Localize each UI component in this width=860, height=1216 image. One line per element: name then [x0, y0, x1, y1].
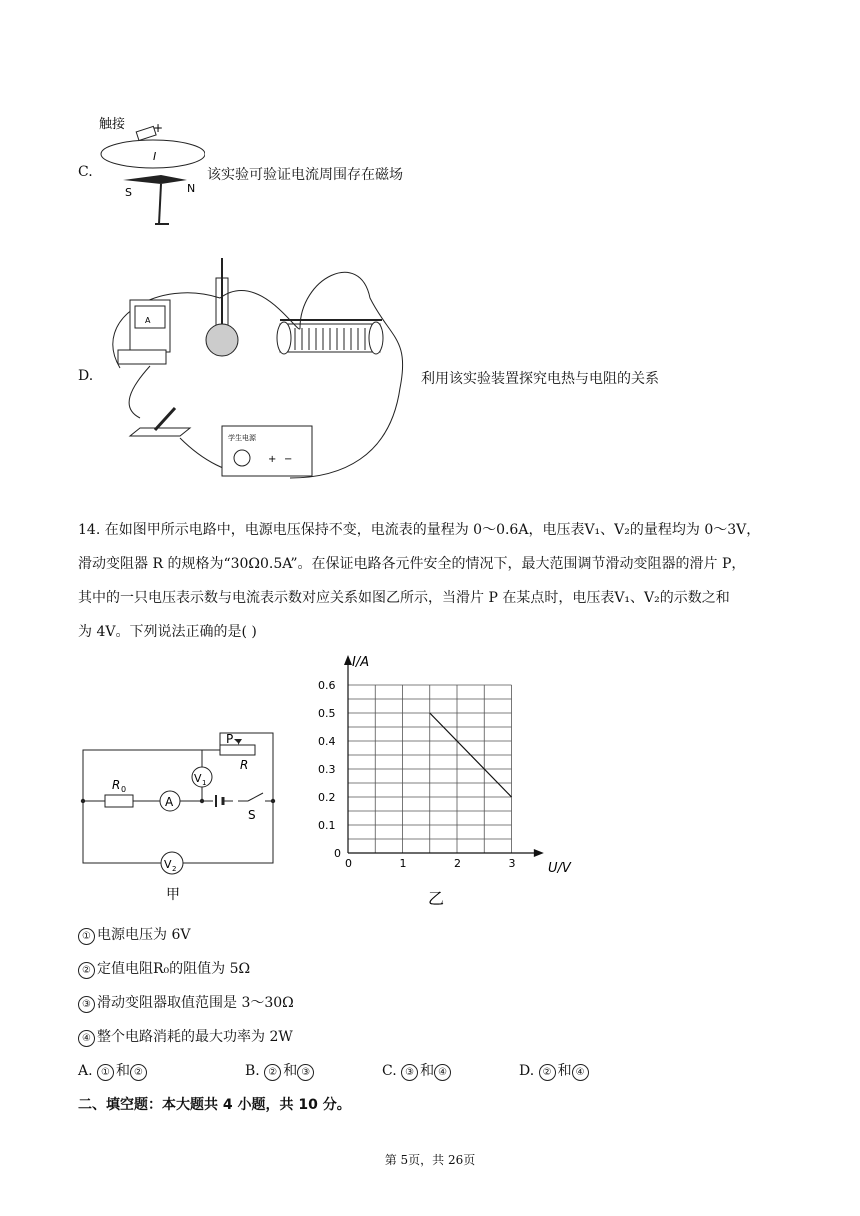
statement-3-number: ③ — [78, 996, 95, 1013]
v2-symbol: V — [164, 858, 172, 871]
x-axis-arrow — [534, 849, 544, 857]
x-axis-label: U/V — [548, 861, 571, 876]
choice-a-letter: A. — [78, 1063, 93, 1079]
question-14-line-1: 14. 在如图甲所示电路中，电源电压保持不变，电流表的量程为 0～0.6A，电压表V₁、V₂的量程均为 0～3V， — [78, 522, 761, 538]
choice-a-second: ② — [130, 1064, 147, 1081]
resistor-r0-label: R — [112, 778, 121, 792]
statement-2-number: ② — [78, 962, 95, 979]
statement-4-text: 整个电路消耗的最大功率为 2W — [97, 1029, 293, 1045]
section-heading: 二、填空题：本大题共 4 小题，共 10 分。 — [78, 1097, 351, 1113]
choice-c-letter: C. — [382, 1063, 397, 1079]
choice-b-letter: B. — [245, 1063, 260, 1079]
y-axis-arrow — [344, 655, 352, 665]
option-c-letter: C. — [78, 164, 93, 180]
battery-plus-label: + — [153, 121, 164, 135]
choice-b[interactable] — [245, 1060, 316, 1081]
option-d-letter: D. — [78, 368, 94, 384]
statement-1-number: ① — [78, 928, 95, 945]
option-c-text: 该实验可验证电流周围存在磁场 — [207, 167, 403, 183]
choice-c-and: 和 — [420, 1063, 435, 1079]
statement-3 — [78, 992, 294, 1013]
choice-d-second: ④ — [572, 1064, 589, 1081]
statement-2-text: 定值电阻R₀的阻值为 5Ω — [97, 961, 251, 977]
south-label: S — [125, 186, 132, 199]
choice-a[interactable] — [78, 1060, 149, 1081]
y-tick-label: 0.6 — [318, 679, 336, 692]
north-label: N — [187, 182, 196, 195]
choice-c-second: ④ — [434, 1064, 451, 1081]
option-c-figure — [95, 112, 205, 232]
choice-b-second: ③ — [297, 1064, 314, 1081]
option-d-figure — [100, 258, 410, 488]
v1-subscript: 1 — [202, 779, 207, 787]
statement-4-number: ④ — [78, 1030, 95, 1047]
ammeter-symbol: A — [165, 795, 174, 809]
chart-caption: 乙 — [428, 889, 445, 908]
question-14-line-3: 其中的一只电压表示数与电流表示数对应关系如图乙所示，当滑片 P 在某点时，电压表V₁、V₂的示数之和 — [78, 590, 730, 606]
choice-a-first: ① — [97, 1064, 114, 1081]
rheostat-r-label: R — [240, 758, 249, 772]
v2-subscript: 2 — [172, 865, 177, 873]
choice-d-and: 和 — [557, 1063, 572, 1079]
choice-d-first: ② — [539, 1064, 556, 1081]
question-14-line-4: 为 4V。下列说法正确的是( ) — [78, 624, 257, 640]
choice-c-first: ③ — [401, 1064, 418, 1081]
slider-p-label: P — [226, 732, 234, 746]
supply-label: 学生电源 — [228, 434, 256, 442]
x-tick-label: 2 — [454, 857, 461, 870]
circuit-caption: 甲 — [166, 887, 180, 903]
choice-a-and: 和 — [116, 1063, 131, 1079]
x-tick-label: 1 — [399, 857, 407, 870]
resistor-r0-subscript: 0 — [121, 785, 127, 794]
iu-chart — [310, 648, 600, 910]
choice-b-and: 和 — [283, 1063, 298, 1079]
switch-s-label: S — [248, 808, 256, 822]
ammeter-label: A — [145, 316, 151, 325]
supply-minus-label: − — [284, 454, 293, 465]
choice-d-letter: D. — [519, 1063, 535, 1079]
y-axis-label: I/A — [352, 655, 370, 670]
statement-3-text: 滑动变阻器取值范围是 3～30Ω — [97, 995, 294, 1011]
choice-d[interactable] — [519, 1060, 591, 1081]
x-tick-label: 0 — [345, 857, 352, 870]
statement-1 — [78, 924, 190, 945]
current-label: I — [153, 150, 157, 163]
y-tick-label: 0 — [334, 847, 341, 860]
statement-4 — [78, 1026, 293, 1047]
y-tick-label: 0.3 — [318, 763, 336, 776]
page-footer: 第 5页，共 26页 — [384, 1153, 476, 1167]
y-tick-label: 0.4 — [318, 735, 336, 748]
statement-1-text: 电源电压为 6V — [97, 927, 191, 943]
choice-b-first: ② — [264, 1064, 281, 1081]
y-tick-label: 0.1 — [318, 819, 336, 832]
question-14-line-2: 滑动变阻器 R 的规格为“30Ω0.5A”。在保证电路各元件安全的情况下，最大范围调节滑动变阻器的滑片 P， — [78, 556, 746, 572]
chart-grid — [348, 685, 512, 853]
touch-label: 触接 — [99, 117, 126, 132]
y-tick-label: 0.2 — [318, 791, 336, 804]
v1-symbol: V — [194, 772, 202, 785]
y-tick-label: 0.5 — [318, 707, 336, 720]
circuit-diagram — [78, 725, 288, 910]
supply-plus-label: + — [268, 454, 277, 465]
statement-2 — [78, 958, 250, 979]
option-d-text: 利用该实验装置探究电热与电阻的关系 — [421, 371, 659, 387]
choice-c[interactable] — [382, 1060, 453, 1081]
x-tick-label: 3 — [508, 857, 516, 870]
